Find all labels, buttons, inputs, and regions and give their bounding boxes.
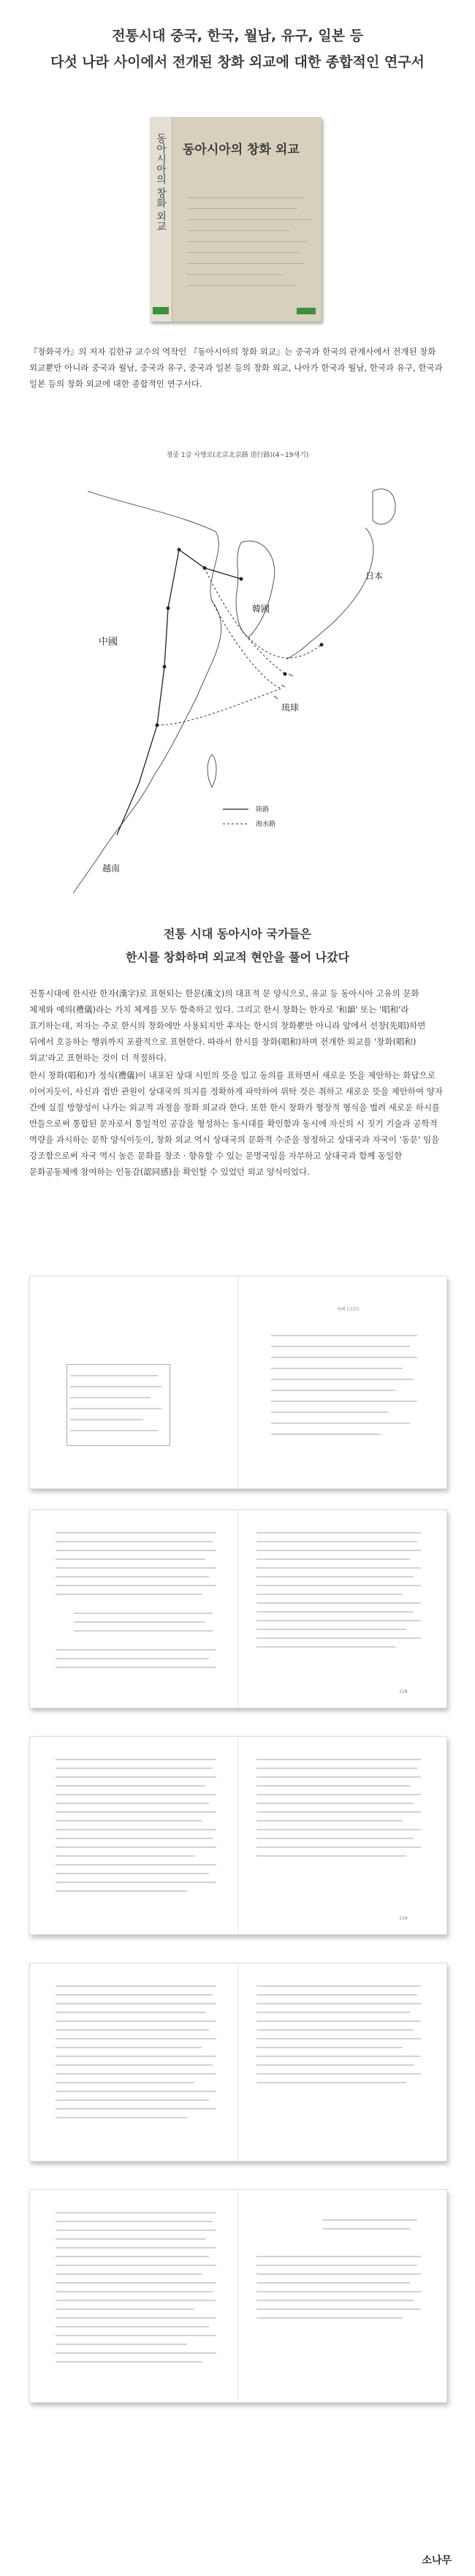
book-front [172,117,322,322]
section-title-line-1: 전통 시대 동아시아 국가들은 [163,927,312,941]
book-spine-title: 동아시아의 창화 외교 [155,133,167,232]
map-label-ryukyu: 琉球 [281,702,300,713]
publisher-logo-icon [153,307,169,314]
body-paragraph-1: 전통시대에 한시란 한자(漢字)로 표현되는 한문(漢文)의 대표적 문 양식으로, 유교 등 동아시아 고유의 문화 체제와 예의(禮儀)라는 가치 체계를 모두 함축하고 있다. 그리고 한시 창화는 한자로 '和韻' 또는 '唱和'라 표기하는데, 저자는 주로 한시의 창화에만 사용되지만 후자는 한시의 창화뿐만 아니라 앞에서 선창(先唱)하면 뒤에서 호응하는 행위까지 포괄적으로 표현한다. 따라서 한시를 창화(唱和)하며 전개한 외교를 '창화(唱和) 외교'라고 표현하는 것이 더 적절하다. [29,988,426,1063]
spread-header: 차례 (目次) [337,1307,360,1312]
book-spine [150,117,172,322]
taiwan-island [208,754,216,787]
sample-spread-3 [29,1736,447,1935]
spread-page-number-b: 119 [399,1916,408,1921]
legend-land-route: 陸路 [256,806,270,814]
spread-page-number: 118 [399,1689,408,1694]
publisher-brand: 소나무 [422,2555,452,2566]
legend-sea-route: 海水路 [256,821,276,828]
korea-coastline [236,541,275,637]
map-label-korea: 韓國 [252,604,270,614]
land-route-line [117,550,241,835]
section-title-line-2: 한시를 창화하며 외교적 현안을 풀어 나갔다 [125,950,350,964]
body-paragraph-2: 한시 창화(唱和)가 정식(禮儀)이 내포된 상대 시인의 뜻을 입고 동의를 표하면서 새로운 뜻을 제안하는 화답으로 이어지듯이, 사신과 접반 관원이 상대국의 의지를 정확하게 파악하여 위탁 것은 취하고 새로운 뜻을 제안하여 양자 간에 실질 방향성이 나가는 외교적 과정을 창화 외교라 한다. 또한 한시 창화가 형장적 형식을 벌려 새로운 하시를 만들으로써 통합된 문자로서 통일적인 공감을 형성하는 동시대를 확인함과 동시에 자신의 시 짓기 기술과 공학적 역량을 과시하는 문학 양식이듯이, 창화 외교 역시 상대국의 문화적 수준을 창정하고 상대국과 자국이 '동문' 임을 강조함으로써 자국 역시 높은 문화를 창조 · 향유할 수 있는 문명국임을 자부하고 상대국과 함께 동일한 문화공동체에 참여하는 인동감(認同感)을 확인할 수 있었던 외교 양식이었다. [29,1070,443,1177]
map-label-vietnam: 越南 [102,863,121,874]
book-cover [150,117,322,322]
headline-line-1: 전통시대 중국, 한국, 월남, 유구, 일본 등 [112,28,363,44]
publisher-mark-icon [297,308,316,314]
map-caption: 청중 1급 사행로(北京北京路 造行路)(4~19세기) [166,452,309,459]
sea-route-line [157,568,322,725]
sample-spread-1 [29,1276,447,1489]
book-cover-title: 동아시아의 창화 외교 [183,143,300,157]
envoy-route-map [29,462,446,893]
ryukyu-islands [274,674,293,699]
china-coastline [73,491,221,893]
sample-spread-2 [29,1509,447,1708]
sample-spread-5 [29,2189,447,2403]
sample-spread-4 [29,1963,447,2162]
map-label-china: 中國 [99,637,118,648]
headline-line-2: 다섯 나라 사이에서 전개된 창화 외교에 대한 종합적인 연구서 [50,54,425,70]
map-label-japan: 日本 [365,571,384,581]
intro-paragraph: 『창화국가』의 저자 김한규 교수의 역작인 『동아시아의 창화 외교』는 중국과 한국의 관계사에서 전개된 창화 외교뿐만 아니라 중국과 월남, 중국과 유구, 중국과 일본 등의 창화 외교, 나아가 한국과 월남, 한국과 유구, 한국과 일본 등의 창화 외교에 대한 종합적인 연구서다. [29,346,443,389]
